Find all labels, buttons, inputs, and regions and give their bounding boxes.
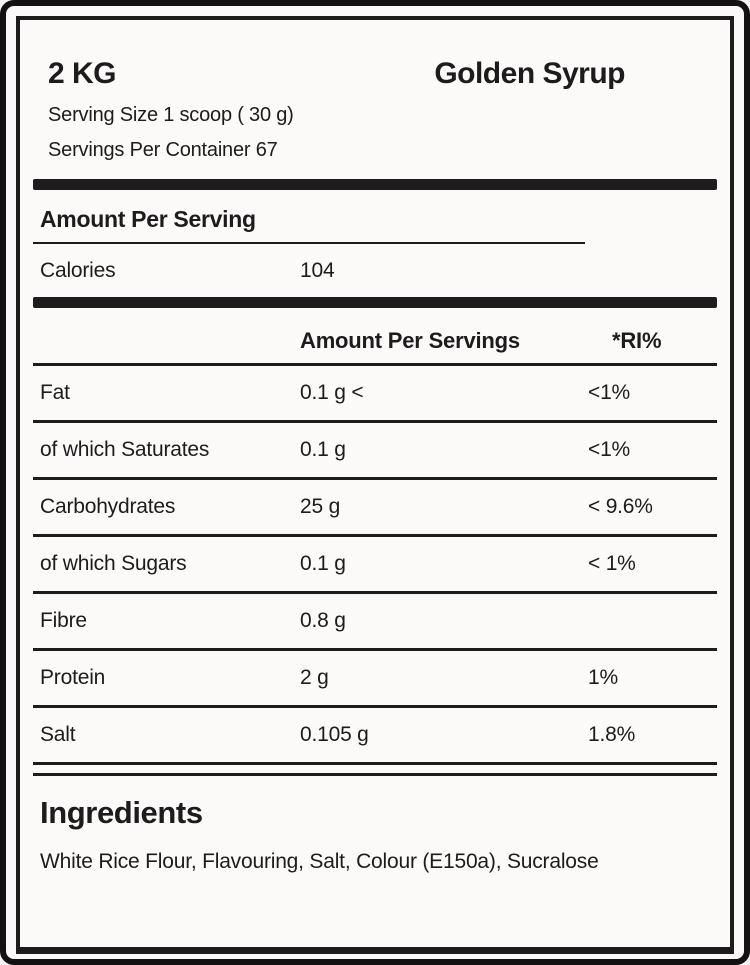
nutrient-name: Carbohydrates (40, 495, 176, 518)
nutrient-ri: < 9.6% (588, 495, 653, 518)
nutrient-ri: 1% (588, 666, 618, 689)
calories-row (33, 244, 717, 297)
package-weight: 2 KG (48, 57, 117, 90)
nutrient-amount: 0.1 g < (300, 381, 364, 404)
table-row-carbohydrates (33, 480, 717, 537)
double-rule-second-line (33, 773, 717, 776)
nutrient-amount: 0.1 g (300, 438, 346, 461)
amount-per-serving-heading: Amount Per Serving (40, 206, 256, 232)
nutrient-name: of which Sugars (40, 552, 187, 575)
label-header (33, 20, 717, 162)
product-name: Golden Syrup (434, 57, 625, 90)
table-header-row (33, 308, 717, 366)
nutrient-ri: 1.8% (588, 723, 636, 746)
nutrient-amount: 0.105 g (300, 723, 369, 746)
nutrient-name: Protein (40, 666, 106, 689)
nutrient-amount: 0.1 g (300, 552, 346, 575)
table-row-fibre (33, 594, 717, 651)
nutrient-amount: 2 g (300, 666, 329, 689)
table-row-fat (33, 366, 717, 423)
nutrient-name: Salt (40, 723, 76, 746)
ingredients-text: White Rice Flour, Flavouring, Salt, Colour (E150a), Sucralose (40, 850, 599, 873)
table-row-sugars (33, 537, 717, 594)
nutrient-amount: 0.8 g (300, 609, 346, 632)
serving-size: Serving Size 1 scoop ( 30 g) (48, 104, 294, 126)
nutrient-name: Fibre (40, 609, 87, 632)
amount-column-header: Amount Per Servings (300, 328, 520, 353)
calories-label: Calories (40, 258, 116, 282)
nutrition-label (16, 16, 734, 954)
nutrient-name: of which Saturates (40, 438, 210, 461)
nutrient-name: Fat (40, 381, 70, 404)
ri-column-header: *RI% (612, 328, 662, 353)
nutrient-amount: 25 g (300, 495, 341, 518)
title-row (48, 56, 717, 92)
nutrient-ri: <1% (588, 381, 631, 404)
thick-divider-middle (33, 297, 717, 308)
table-row-protein (33, 651, 717, 708)
ingredients-heading: Ingredients (40, 795, 203, 830)
table-row-salt (33, 708, 717, 765)
table-row-saturates (33, 423, 717, 480)
thick-divider-top (33, 179, 717, 190)
calories-value: 104 (300, 258, 335, 282)
nutrient-ri: <1% (588, 438, 631, 461)
nutrient-ri: < 1% (588, 552, 636, 575)
servings-per-container: Servings Per Container 67 (48, 139, 278, 161)
